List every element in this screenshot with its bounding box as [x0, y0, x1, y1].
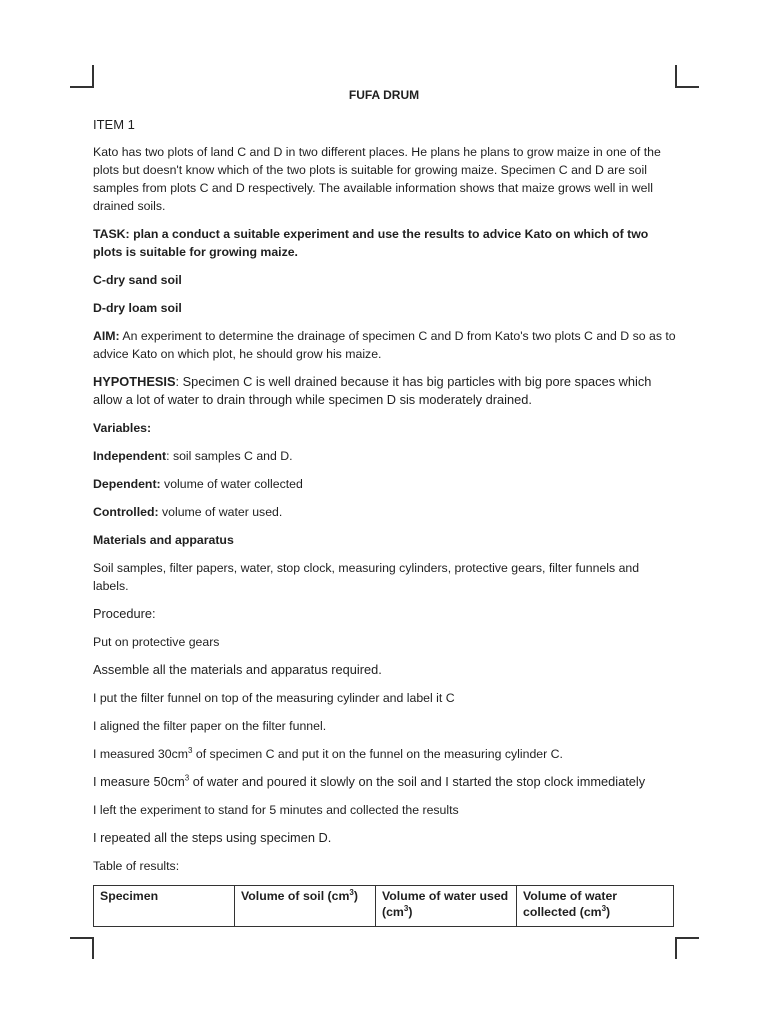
specimen-c-label: C-dry sand soil — [93, 273, 182, 287]
specimen-d-label: D-dry loam soil — [93, 301, 182, 315]
controlled-label: Controlled: — [93, 505, 159, 519]
independent-line — [93, 447, 678, 465]
step-5 — [93, 745, 678, 763]
variables-heading: Variables: — [93, 421, 152, 435]
table-header-specimen: Specimen — [94, 886, 235, 927]
crop-mark-bottom-left-horizontal — [70, 937, 94, 939]
controlled-text: volume of water used. — [158, 505, 283, 519]
hypothesis-label: HYPOTHESIS — [93, 374, 176, 389]
step-3: I put the filter funnel on top of the measuring cylinder and label it C — [93, 691, 455, 705]
results-table — [93, 885, 674, 927]
controlled-line — [93, 503, 678, 521]
step-5-text-b: of specimen C and put it on the funnel on the measuring cylinder C. — [192, 747, 563, 761]
crop-mark-top-right-vertical — [675, 65, 677, 87]
step-8: I repeated all the steps using specimen D. — [93, 830, 332, 845]
crop-mark-bottom-right-vertical — [675, 937, 677, 959]
dependent-label: Dependent: — [93, 477, 161, 491]
crop-mark-top-left-vertical — [92, 65, 94, 87]
step-6-text-b: of water and poured it slowly on the soil and I started the stop clock immediately — [189, 774, 646, 789]
document-title: FUFA DRUM — [348, 88, 420, 102]
item-heading: ITEM 1 — [93, 117, 135, 132]
table-header-volume-water-used: Volume of water used $(cm^3)$ — [376, 886, 517, 927]
hypothesis-text: : Specimen C is well drained because it has big particles with big pore spaces which allow a lot of water to drain through while specimen D sis moderately drained. — [93, 374, 652, 407]
step-1: Put on protective gears — [93, 635, 220, 649]
crop-mark-bottom-right-horizontal — [675, 937, 699, 939]
intro-paragraph: Kato has two plots of land C and D in two different places. He plans he plans to grow maize in one of the plots but doesn't know which of the two plots is suitable for growing maize. Specimen C and D are soil samples from plots C and D respectively. The available information shows that maize grows well in well drained soils. — [93, 145, 661, 213]
step-5-superscript: 3 — [188, 745, 193, 755]
task-paragraph: TASK: plan a conduct a suitable experiment and use the results to advice Kato on which of two plots is suitable for growing maize. — [93, 227, 649, 259]
table-caption: Table of results: — [93, 859, 180, 873]
independent-text: : soil samples C and D. — [166, 449, 293, 463]
procedure-heading: Procedure: — [93, 606, 156, 621]
step-4: I aligned the filter paper on the filter funnel. — [93, 719, 327, 733]
step-6-superscript: 3 — [184, 773, 190, 783]
aim-label: AIM: — [93, 329, 120, 343]
materials-paragraph: Soil samples, filter papers, water, stop clock, measuring cylinders, protective gears, filter funnels and labels. — [93, 561, 640, 593]
aim-paragraph — [93, 327, 678, 363]
step-5-text-a: I measured 30cm — [93, 747, 189, 761]
step-6 — [93, 773, 678, 791]
table-header-volume-soil: Volume of soil $(cm^3)$ — [235, 886, 376, 927]
dependent-line — [93, 475, 678, 493]
step-2: Assemble all the materials and apparatus required. — [93, 662, 382, 677]
document-body — [93, 116, 678, 927]
dependent-text: volume of water collected — [160, 477, 303, 491]
step-7: I left the experiment to stand for 5 minutes and collected the results — [93, 803, 459, 817]
aim-text: An experiment to determine the drainage of specimen C and D from Kato's two plots C and D so as to advice Kato on which plot, he should grow his maize. — [93, 329, 676, 361]
crop-mark-bottom-left-vertical — [92, 937, 94, 959]
independent-label: Independent — [93, 449, 167, 463]
hypothesis-paragraph — [93, 373, 678, 409]
materials-heading: Materials and apparatus — [93, 533, 234, 547]
results-table-header-row — [94, 886, 674, 927]
step-6-text-a: I measure 50cm — [93, 774, 185, 789]
table-header-volume-water-collected: Volume of water collected $(cm^3)$ — [517, 886, 674, 927]
